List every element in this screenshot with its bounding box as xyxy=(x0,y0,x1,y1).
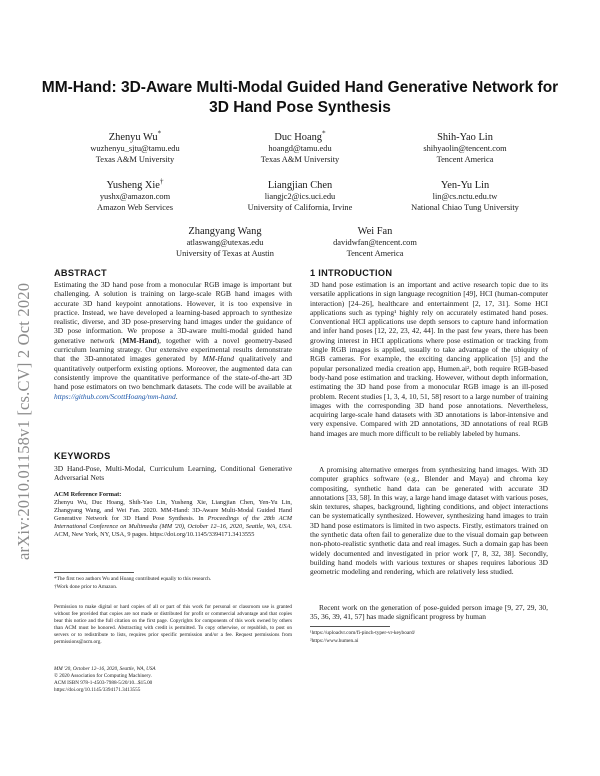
intro-paragraph-2: A promising alternative emerges from synthesizing hand images. With 3D computer graphics software (e.g., Blender and Maya) and chroma key compositing, synthetic hand data can be generated with accurate 3D annotations [33, 58]. In this way, a large hand image dataset with various poses, skin textures, shapes, background, lighting conditions, and object interactions can be systematically synthesized. However, synthesizing hand images to train 3D hand pose estimators is limited in two aspects. Firstly, estimators trained on the synthetic data often fail to generalize due to the visual domain gap between non-photo-realistic synthetic data and real images. Such a domain gap has been widely documented and investigated in prior work [7, 8, 32, 38]. Secondly, building hand models with various textures or shapes requires laborious 3D geometric modeling and rendering, which are relatively less studied. xyxy=(310,465,548,577)
footnote-rule xyxy=(54,572,134,573)
abstract-heading: ABSTRACT xyxy=(54,268,107,278)
author-affiliation: National Chiao Tung University xyxy=(411,202,519,212)
author-block xyxy=(60,131,210,165)
footnote: ¹https://uploadvr.com/fi-pinch-typer-vr-keyboard/ xyxy=(310,630,416,636)
author-block xyxy=(225,131,375,165)
keywords-heading: KEYWORDS xyxy=(54,451,111,461)
author-affiliation: University of Texas at Austin xyxy=(176,248,274,258)
intro-heading: 1 INTRODUCTION xyxy=(310,268,393,278)
author-affiliation: University of California, Irvine xyxy=(247,202,353,212)
author-email: hoangd@tamu.edu xyxy=(268,144,332,153)
footnote: †Work done prior to Amazon. xyxy=(54,584,118,590)
author-block xyxy=(390,131,540,165)
author-name: Yusheng Xie† xyxy=(106,177,164,191)
intro-paragraph-1: 3D hand pose estimation is an important and active research topic due to its versatile applications in sign language recognition [49], HCI (human-computer interaction) [24–26], healthcare and entertainment [2, 17, 31]. Some HCI applications such as typing¹ highly rely on accurately estimated hand poses. Conventional HCI applications use depth sensors to capture hand information and infer hand poses [12, 22, 23, 42, 44]. In the past few years, there has been growing interest in HCI applications where pose estimation or tracking from single RGB images is applied, usually to take advantage of the ubiquity of RGB cameras. For example, the exciting dancing application [5] and the popular personalized media creation app, Humen.ai², both require RGB-based body-hand pose estimation and tracking. However, without depth information, estimating the 3D hand pose from a monocular RGB image is an ill-posed problem. Recent studies [1, 3, 4, 10, 51, 58] resort to a large number of training images with the corresponding 3D hand pose annotations. Nevertheless, acquiring large-scale hand datasets with 3D annotations is labor-intensive and very expensive. Compared with 2D annotations, 3D annotations of real RGB hand images are much more difficult to be reliably labeled by humans. xyxy=(310,280,548,438)
author-name: Zhangyang Wang xyxy=(188,226,262,237)
author-block xyxy=(300,225,450,259)
footnote-rule xyxy=(310,626,390,627)
author-block xyxy=(215,179,385,213)
code-link[interactable]: https://github.com/ScottHoang/mm-hand xyxy=(54,391,176,401)
author-email: lin@cs.nctu.edu.tw xyxy=(432,192,498,201)
author-name: Shih-Yao Lin xyxy=(437,132,493,143)
copyright-line: © 2020 Association for Computing Machinery. xyxy=(54,673,152,679)
paper-title: MM-Hand: 3D-Aware Multi-Modal Guided Hand Generative Network for 3D Hand Pose Synthesis xyxy=(41,79,559,116)
author-affiliation: Tencent America xyxy=(346,248,404,258)
conference-line: MM '20, October 12–16, 2020, Seattle, WA, USA xyxy=(54,666,156,672)
arxiv-stamp: arXiv:2010.01158v1 [cs.CV] 2 Oct 2020 xyxy=(14,282,33,560)
doi-line: https://doi.org/10.1145/3394171.3413555 xyxy=(54,687,141,693)
author-affiliation: Texas A&M University xyxy=(260,154,340,164)
author-block xyxy=(60,179,210,213)
author-email: atlaswang@utexas.edu xyxy=(186,238,264,247)
author-affiliation: Tencent America xyxy=(436,154,494,164)
author-email: wuzhenyu_sjtu@tamu.edu xyxy=(90,144,180,153)
footnote: *The first two authors Wu and Hoang contributed equally to this research. xyxy=(54,576,212,582)
isbn-line: ACM ISBN 978-1-4503-7988-5/20/10...$15.00 xyxy=(54,680,153,686)
author-name: Wei Fan xyxy=(357,226,393,237)
author-affiliation: Texas A&M University xyxy=(95,154,175,164)
acm-reference: ACM Reference Format: Zhenyu Wu, Duc Hoang, Shih-Yao Lin, Yusheng Xie, Liangjian Chen, Yen-Yu Lin, Zhangyang Wang, and Wei Fan. 2020. MM-Hand: 3D-Aware Multi-Modal Guided Hand Generative Network for 3D Hand Pose Synthesis. In Proceedings of the 28th ACM International Conference on Multimedia (MM '20), October 12–16, 2020, Seattle, WA, USA. ACM, New York, NY, USA, 9 pages. https://doi.org/10.1145/3394171.3413555 xyxy=(54,491,292,539)
author-affiliation: Amazon Web Services xyxy=(97,202,173,212)
intro-paragraph-3: Recent work on the generation of pose-guided person image [9, 27, 29, 30, 35, 36, 39, 41, 57] has made significant progress by human xyxy=(310,603,548,622)
author-name: Liangjian Chen xyxy=(267,180,333,191)
author-block xyxy=(380,179,550,213)
author-name: Yen-Yu Lin xyxy=(440,180,490,191)
author-email: davidwfan@tencent.com xyxy=(333,238,417,247)
abstract-text: Estimating the 3D hand pose from a monocular RGB image is important but challenging. A solution is training on large-scale RGB hand images with accurate 3D hand keypoint annotations. However, it is too expensive in practice. Instead, we have developed a learning-based approach to synthesize realistic, diverse, and 3D pose-preserving hand images under the guidance of 3D pose information. We propose a 3D-aware multi-modal guided hand generative network (MM-Hand), together with a novel geometry-based curriculum learning strategy. Our extensive experimental results demonstrate that the 3D-annotated images generated by MM-Hand qualitatively and quantitatively outperform existing options. Moreover, the augmented data can consistently improve the quantitative performance of the state-of-the-art 3D hand pose estimators on two benchmark datasets. The code will be available at https://github.com/ScottHoang/mm-hand. xyxy=(54,280,293,401)
keywords-text: 3D Hand-Pose, Multi-Modal, Curriculum Learning, Conditional Generative Adversarial Nets xyxy=(54,464,292,483)
author-name: Duc Hoang* xyxy=(274,129,326,143)
author-block xyxy=(150,225,300,259)
author-email: shihyaolin@tencent.com xyxy=(423,144,507,153)
footnote: ²https://www.humen.ai xyxy=(310,638,359,644)
author-email: liangjc2@ics.uci.edu xyxy=(264,192,336,201)
permission-notice: Permission to make digital or hard copies of all or part of this work for personal or classroom use is granted without fee provided that copies are not made or distributed for profit or commercial advantage and that copies bear this notice and the full citation on the first page. Copyrights for components of this work owned by others than ACM must be honored. Abstracting with credit is permitted. To copy otherwise, or republish, to post on servers or to redistribute to lists, requires prior specific permission and/or a fee. Request permissions from permissions@acm.org. xyxy=(54,604,292,645)
author-name: Zhenyu Wu* xyxy=(108,129,162,143)
author-email: yushx@amazon.com xyxy=(99,192,171,201)
